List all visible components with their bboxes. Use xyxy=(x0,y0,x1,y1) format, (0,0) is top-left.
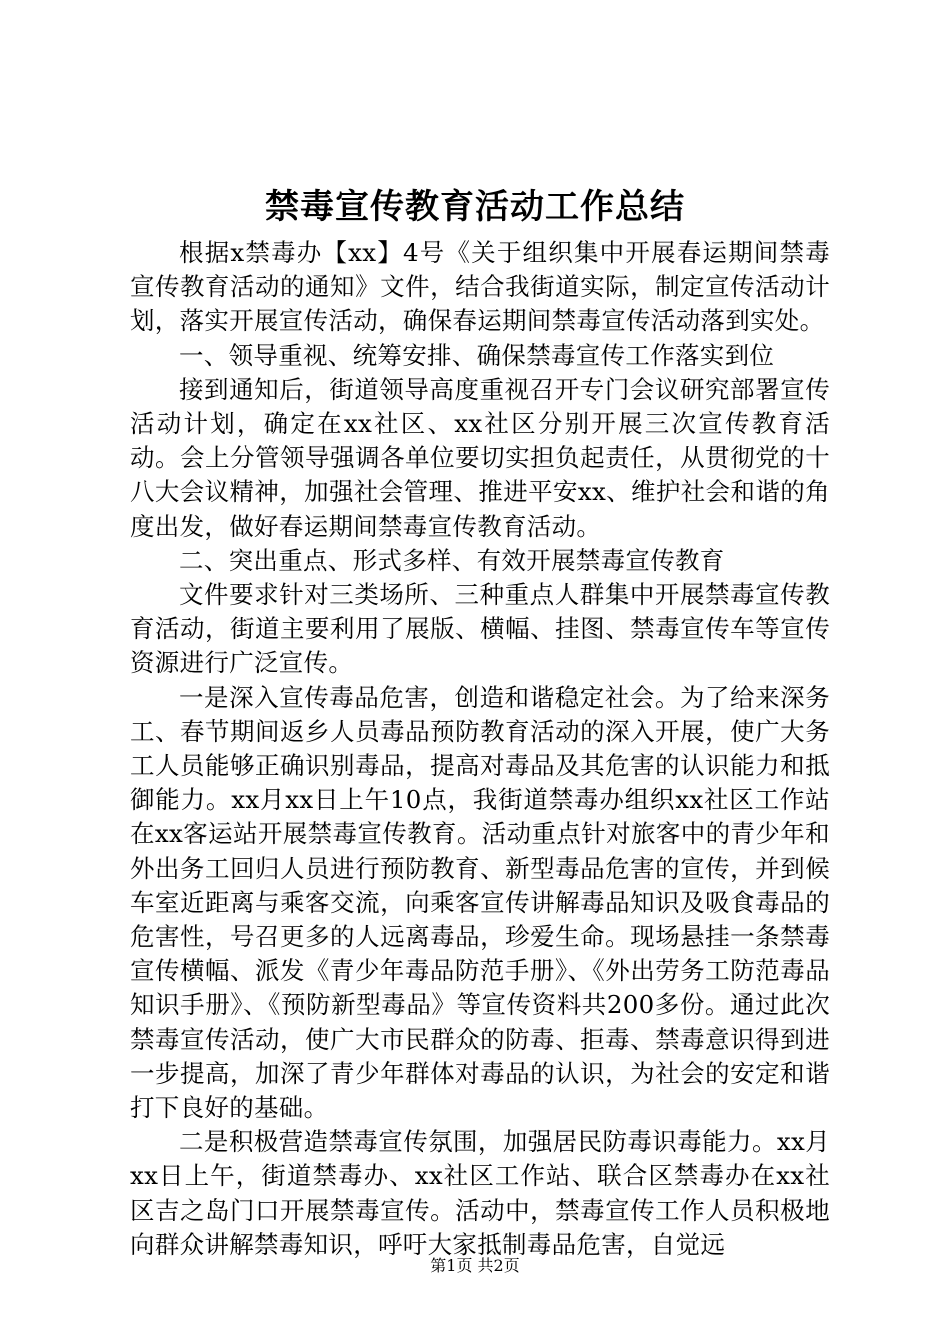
section-heading-2: 二、突出重点、形式多样、有效开展禁毒宣传教育 xyxy=(179,545,725,575)
page-footer: 第1页 共2页 xyxy=(430,1256,520,1275)
section-heading-1: 一、领导重视、统筹安排、确保禁毒宣传工作落实到位 xyxy=(179,340,775,370)
document-title: 禁毒宣传教育活动工作总结 xyxy=(265,187,685,227)
paragraph-leadership: 接到通知后，街道领导高度重视召开专门会议研究部署宣传活动计划，确定在xx社区、xx社区分别开展三次宣传教育活动。会上分管领导强调各单位要切实担负起责任，从贯彻党的十八大会议精神，加强社会管理、推进平安xx、维护社会和谐的角度出发，做好春运期间禁毒宣传教育活动。 xyxy=(130,374,830,541)
paragraph-requirements: 文件要求针对三类场所、三种重点人群集中开展禁毒宣传教育活动，街道主要利用了展版、横幅、挂图、禁毒宣传车等宣传资源进行广泛宣传。 xyxy=(130,580,830,678)
paragraph-point-two: 二是积极营造禁毒宣传氛围，加强居民防毒识毒能力。xx月xx日上午，街道禁毒办、xx社区工作站、联合区禁毒办在xx社区吉之岛门口开展禁毒宣传。活动中，禁毒宣传工作人员积极地向群众讲解禁毒知识，呼吁大家抵制毒品危害，自觉远 xyxy=(130,1127,830,1259)
paragraph-point-one: 一是深入宣传毒品危害，创造和谐稳定社会。为了给来深务工、春节期间返乡人员毒品预防教育活动的深入开展，使广大务工人员能够正确识别毒品，提高对毒品及其危害的认识能力和抵御能力。xx月xx日上午10点，我街道禁毒办组织xx社区工作站在xx客运站开展禁毒宣传教育。活动重点针对旅客中的青少年和外出务工回归人员进行预防教育、新型毒品危害的宣传，并到候车室近距离与乘客交流，向乘客宣传讲解毒品知识及吸食毒品的危害性，号召更多的人远离毒品，珍爱生命。现场悬挂一条禁毒宣传横幅、派发《青少年毒品防范手册》、《外出劳务工防范毒品知识手册》、《预防新型毒品》等宣传资料共200多份。通过此次禁毒宣传活动，使广大市民群众的防毒、拒毒、禁毒意识得到进一步提高，加深了青少年群体对毒品的认识，为社会的安定和谐打下良好的基础。 xyxy=(130,682,830,1123)
paragraph-intro: 根据x禁毒办【xx】4号《关于组织集中开展春运期间禁毒宣传教育活动的通知》文件，结合我街道实际，制定宣传活动计划，落实开展宣传活动，确保春运期间禁毒宣传活动落到实处。 xyxy=(130,238,830,336)
document-body xyxy=(130,236,830,1262)
